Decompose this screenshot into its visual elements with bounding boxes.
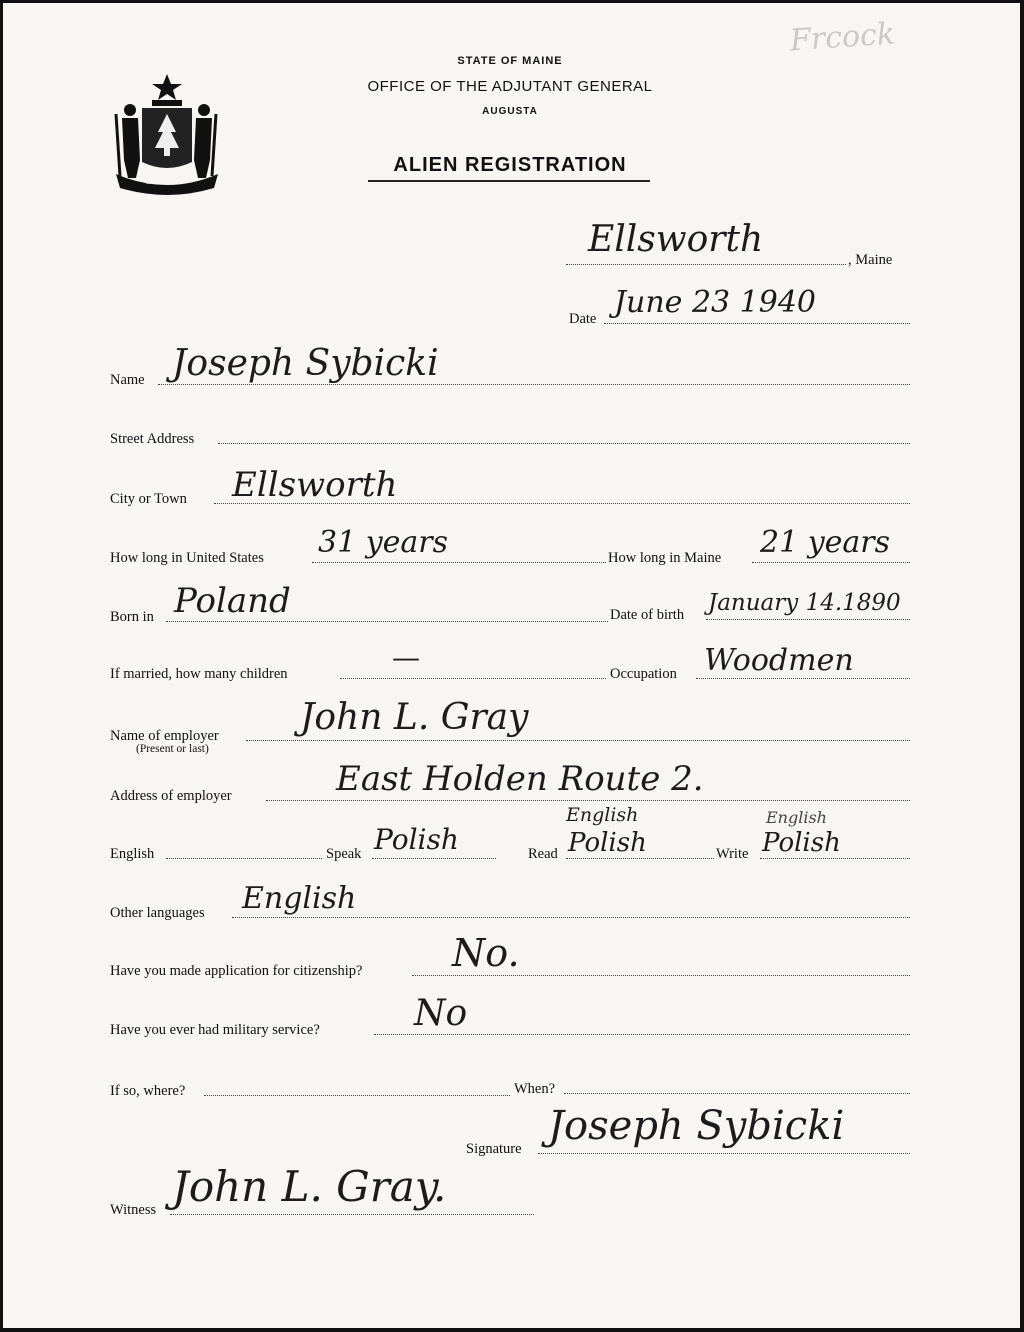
other-languages-value: English	[242, 881, 357, 916]
military-line	[374, 1034, 910, 1035]
street-label: Street Address	[110, 431, 195, 447]
born-in-label: Born in	[110, 609, 154, 625]
when-label: When?	[514, 1081, 556, 1097]
children-line	[340, 678, 606, 679]
city-value: Ellsworth	[232, 465, 398, 505]
write-value: Polish	[762, 828, 841, 858]
read-line	[566, 858, 714, 859]
witness-line	[170, 1214, 534, 1215]
title-underline	[368, 180, 650, 182]
place-suffix: , Maine	[848, 252, 893, 268]
signature-line	[538, 1153, 910, 1154]
write-label: Write	[716, 846, 749, 862]
frame-bottom	[0, 1328, 1024, 1332]
dob-line	[706, 619, 910, 620]
seal-banner-text: MAINE	[146, 176, 180, 186]
military-label: Have you ever had military service?	[110, 1022, 320, 1038]
street-line	[218, 443, 910, 444]
employer-value: John L. Gray	[300, 697, 529, 738]
years-us-label: How long in United States	[110, 550, 264, 566]
citizenship-line	[412, 975, 910, 976]
date-label: Date	[569, 311, 597, 327]
pencil-stamp: Frcock	[788, 16, 897, 59]
employer-address-label: Address of employer	[110, 788, 232, 804]
place-value: Ellsworth	[588, 219, 764, 260]
read-label: Read	[528, 846, 558, 862]
name-label: Name	[110, 372, 145, 388]
occupation-label: Occupation	[610, 666, 677, 682]
military-value: No	[414, 993, 468, 1034]
date-value: June 23 1940	[614, 285, 817, 320]
occupation-value: Woodmen	[704, 643, 854, 678]
dob-value: January 14.1890	[708, 590, 901, 616]
born-in-value: Poland	[174, 581, 291, 621]
header-office: OFFICE OF THE ADJUTANT GENERAL	[367, 78, 653, 95]
occupation-line	[696, 678, 910, 679]
years-us-value: 31 years	[318, 525, 449, 560]
write-line	[760, 858, 910, 859]
children-label: If married, how many children	[110, 666, 288, 682]
witness-label: Witness	[110, 1202, 157, 1218]
header-state: STATE OF MAINE	[457, 55, 563, 67]
citizenship-value: No.	[452, 931, 520, 975]
years-us-line	[312, 562, 606, 563]
place-line	[566, 264, 846, 265]
english-label: English	[110, 846, 155, 862]
employer-label: Name of employer	[110, 728, 219, 744]
years-maine-line	[752, 562, 910, 563]
write-above-value: English	[766, 808, 827, 827]
city-label: City or Town	[110, 491, 187, 507]
form-title: ALIEN REGISTRATION	[393, 154, 627, 176]
speak-value: Polish	[374, 823, 459, 856]
english-line	[166, 858, 322, 859]
read-above-value: English	[566, 804, 639, 826]
where-label: If so, where?	[110, 1083, 186, 1099]
name-value: Joseph Sybicki	[172, 343, 439, 384]
when-line	[564, 1093, 910, 1094]
speak-line	[372, 858, 496, 859]
children-value: —	[392, 641, 420, 674]
where-line	[204, 1095, 510, 1096]
speak-label: Speak	[326, 846, 362, 862]
employer-sublabel: (Present or last)	[136, 743, 209, 755]
employer-address-line	[266, 800, 910, 801]
signature-value: Joseph Sybicki	[548, 1103, 845, 1149]
other-languages-line	[232, 917, 910, 918]
name-line	[158, 384, 910, 385]
dob-label: Date of birth	[610, 607, 685, 623]
frame-left	[0, 0, 3, 1332]
frame-top	[0, 0, 1024, 3]
years-maine-label: How long in Maine	[608, 550, 722, 566]
date-line	[604, 323, 910, 324]
born-in-line	[166, 621, 608, 622]
employer-line	[246, 740, 910, 741]
frame-right	[1020, 0, 1024, 1332]
header-city: AUGUSTA	[482, 106, 538, 117]
signature-label: Signature	[466, 1141, 522, 1157]
years-maine-value: 21 years	[760, 525, 891, 560]
citizenship-label: Have you made application for citizenship?	[110, 963, 363, 979]
read-value: Polish	[568, 828, 647, 858]
witness-value: John L. Gray.	[172, 1162, 447, 1211]
other-languages-label: Other languages	[110, 905, 205, 921]
employer-address-value: East Holden Route 2.	[336, 759, 704, 799]
